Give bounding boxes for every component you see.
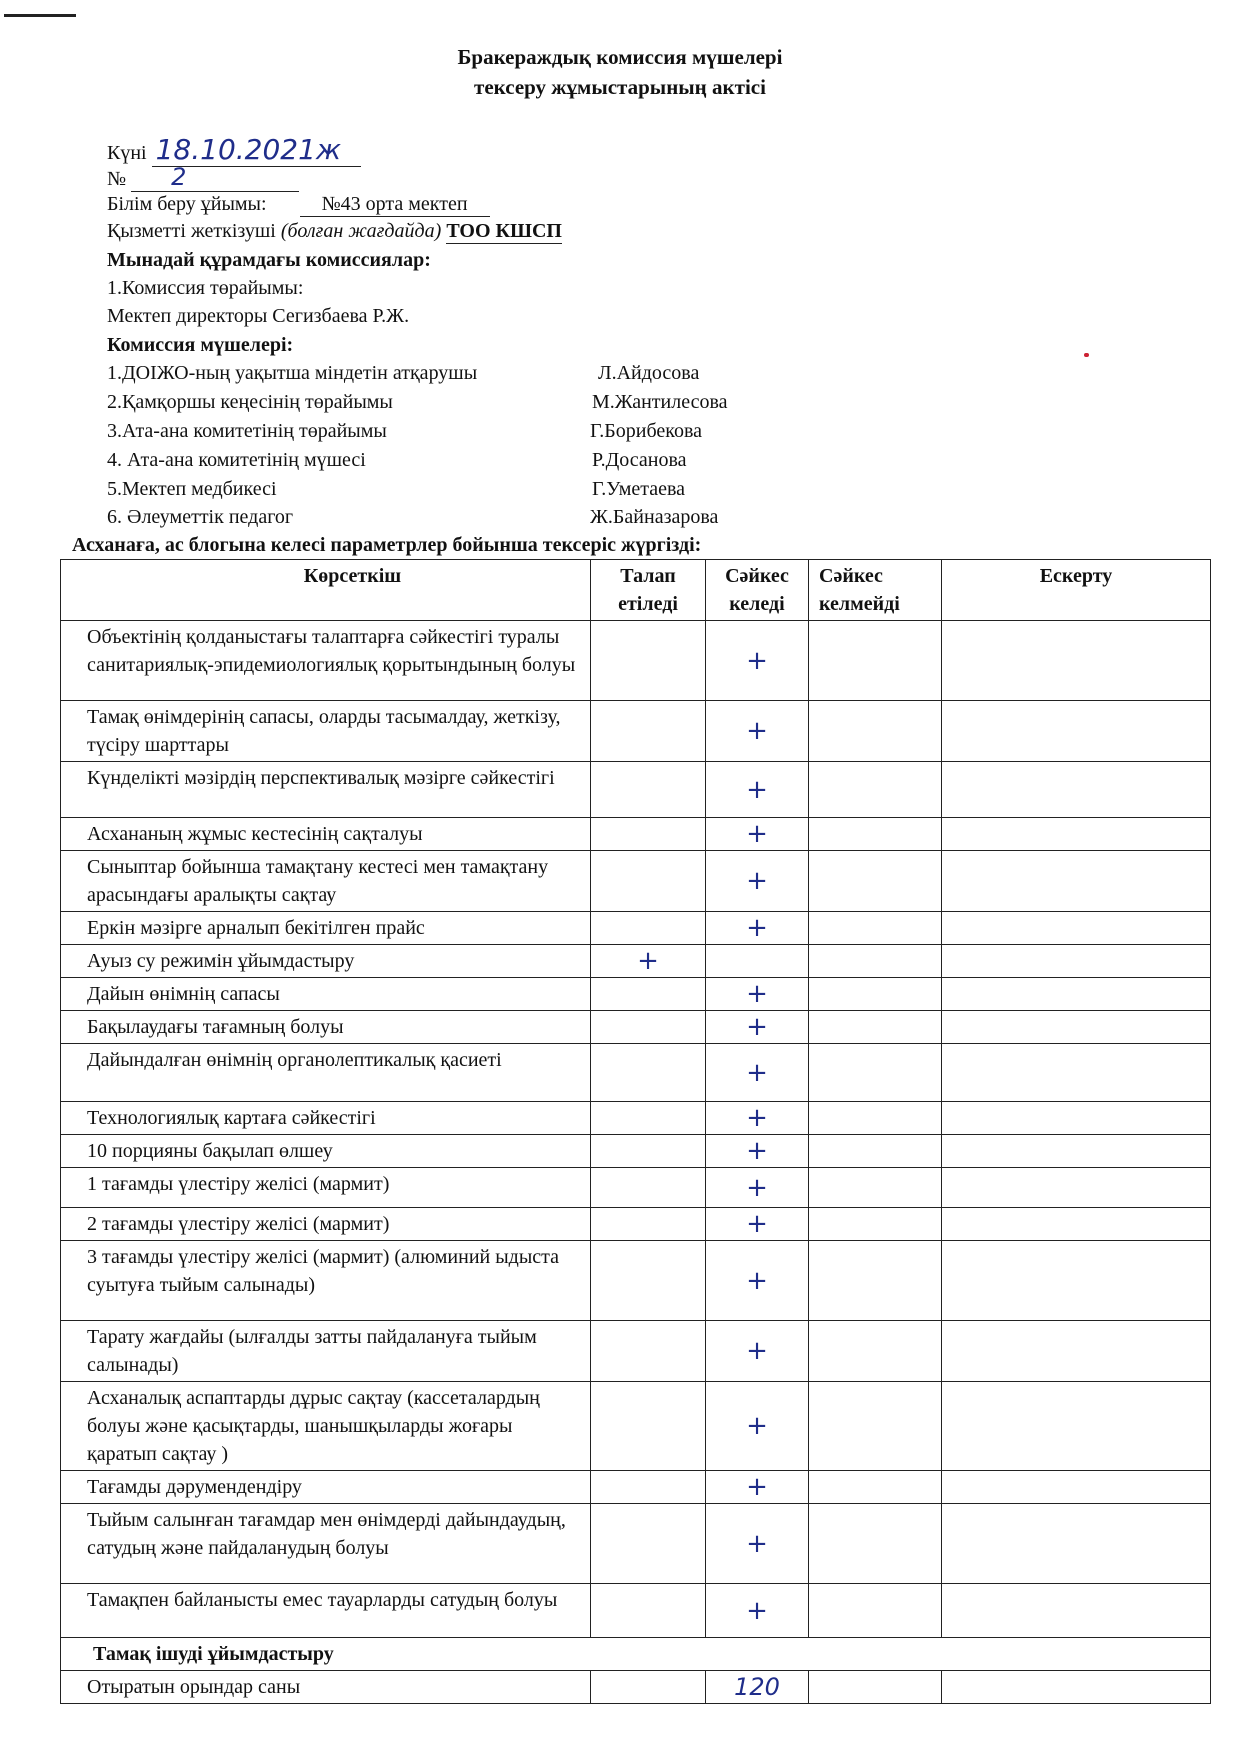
complies-cell: + <box>706 1102 809 1135</box>
header-required: Талап етіледі <box>591 560 706 621</box>
complies-cell <box>706 945 809 978</box>
indicator-cell: Тағамды дәрумендендіру <box>61 1471 591 1504</box>
not-complies-cell <box>809 1168 942 1208</box>
indicator-cell: Технологиялық картаға сәйкестігі <box>61 1102 591 1135</box>
required-cell <box>591 1168 706 1208</box>
inspection-heading: Асханаға, ас блогына келесі параметрлер бойынша тексеріс жүргізді: <box>72 534 702 556</box>
table-row <box>61 912 1211 945</box>
required-cell <box>591 1584 706 1638</box>
indicator-cell: 3 тағамды үлестіру желісі (мармит) (алюминий ыдыста суытуға тыйым салынады) <box>61 1241 591 1321</box>
not-complies-cell <box>809 1044 942 1102</box>
indicator-cell: 10 порцияны бақылап өлшеу <box>61 1135 591 1168</box>
not-complies-cell <box>809 1241 942 1321</box>
complies-cell: + <box>706 818 809 851</box>
table-row <box>61 1168 1211 1208</box>
table-row <box>61 1044 1211 1102</box>
indicator-cell: Ауыз су режимін ұйымдастыру <box>61 945 591 978</box>
table-row <box>61 1011 1211 1044</box>
date-label: Күні <box>107 142 147 164</box>
header-not-complies: Сәйкес келмейді <box>809 560 942 621</box>
supplier-value: ТОО КШСП <box>446 220 562 242</box>
indicator-cell: Отыратын орындар саны <box>61 1671 591 1704</box>
complies-cell: + <box>706 978 809 1011</box>
required-cell <box>591 912 706 945</box>
org-value: №43 орта мектеп <box>300 193 490 217</box>
note-cell <box>942 1168 1211 1208</box>
not-complies-cell <box>809 1382 942 1471</box>
indicator-cell: Объектінің қолданыстағы талаптарға сәйкестігі туралы санитариялық-эпидемиологиялық қорытындының болуы <box>61 621 591 701</box>
note-cell <box>942 762 1211 818</box>
note-cell <box>942 621 1211 701</box>
table-row <box>61 1208 1211 1241</box>
required-cell: + <box>591 945 706 978</box>
complies-cell: + <box>706 1044 809 1102</box>
indicator-cell: Бақылаудағы тағамның болуы <box>61 1011 591 1044</box>
complies-cell: + <box>706 701 809 762</box>
table-row <box>61 1584 1211 1638</box>
complies-cell: + <box>706 912 809 945</box>
member-name: М.Жантилесова <box>592 391 728 413</box>
org-label: Білім беру ұйымы: <box>107 193 267 215</box>
member-name: Ж.Байназарова <box>590 506 719 528</box>
member-role: 6. Әлеуметтік педагог <box>107 506 294 528</box>
complies-cell: + <box>706 851 809 912</box>
member-name: Г.Борибекова <box>590 420 703 442</box>
note-cell <box>942 1321 1211 1382</box>
member-name: Л.Айдосова <box>598 362 700 384</box>
indicator-cell: Еркін мәзірге арналып бекітілген прайс <box>61 912 591 945</box>
required-cell <box>591 1471 706 1504</box>
chair-name: Мектеп директоры Сегизбаева Р.Ж. <box>107 305 410 327</box>
table-row <box>61 945 1211 978</box>
table-row <box>61 1241 1211 1321</box>
required-cell <box>591 701 706 762</box>
table-row <box>61 818 1211 851</box>
note-cell <box>942 1504 1211 1584</box>
complies-cell: + <box>706 1504 809 1584</box>
required-cell <box>591 1011 706 1044</box>
indicator-cell: 1 тағамды үлестіру желісі (мармит) <box>61 1168 591 1208</box>
not-complies-cell <box>809 1584 942 1638</box>
note-cell <box>942 1208 1211 1241</box>
scan-corner-mark <box>4 14 76 17</box>
note-cell <box>942 851 1211 912</box>
table-row <box>61 1504 1211 1584</box>
not-complies-cell <box>809 912 942 945</box>
indicator-cell: Күнделікті мәзірдің перспективалық мәзірге сәйкестігі <box>61 762 591 818</box>
complies-cell: + <box>706 1011 809 1044</box>
not-complies-cell <box>809 1208 942 1241</box>
required-cell <box>591 1321 706 1382</box>
not-complies-cell <box>809 945 942 978</box>
indicator-cell: Тамақпен байланысты емес тауарларды сатудың болуы <box>61 1584 591 1638</box>
org-line <box>107 193 490 217</box>
complies-cell: + <box>706 621 809 701</box>
complies-cell: + <box>706 762 809 818</box>
member-role: 4. Ата-ана комитетінің мүшесі <box>107 449 366 471</box>
header-indicator: Көрсеткіш <box>61 560 591 621</box>
required-cell <box>591 1102 706 1135</box>
table-row <box>61 762 1211 818</box>
not-complies-cell <box>809 1135 942 1168</box>
table-row <box>61 1135 1211 1168</box>
section-row <box>61 1638 1211 1671</box>
note-cell <box>942 912 1211 945</box>
not-complies-cell <box>809 1011 942 1044</box>
red-ink-mark <box>1084 353 1089 357</box>
indicator-cell: Асханалық аспаптарды дұрыс сақтау (кассеталардың болуы және қасықтарды, шанышқыларды жоғары қаратып сақтау ) <box>61 1382 591 1471</box>
note-cell <box>942 818 1211 851</box>
member-role: 3.Ата-ана комитетінің төрайымы <box>107 420 387 442</box>
complies-cell: 120 <box>706 1671 809 1704</box>
table-row <box>61 1671 1211 1704</box>
complies-cell: + <box>706 1168 809 1208</box>
not-complies-cell <box>809 1321 942 1382</box>
indicator-cell: Дайындалған өнімнің органолептикалық қасиеті <box>61 1044 591 1102</box>
note-cell <box>942 1044 1211 1102</box>
required-cell <box>591 818 706 851</box>
section-title: Тамақ ішуді ұйымдастыру <box>61 1638 1211 1671</box>
note-cell <box>942 1471 1211 1504</box>
not-complies-cell <box>809 1504 942 1584</box>
note-cell <box>942 1382 1211 1471</box>
member-role: 2.Қамқоршы кеңесінің төрайымы <box>107 391 393 413</box>
note-cell <box>942 1102 1211 1135</box>
supplier-note: (болған жағдайда) <box>280 220 442 242</box>
header-note: Ескерту <box>942 560 1211 621</box>
required-cell <box>591 1241 706 1321</box>
table-row <box>61 1102 1211 1135</box>
note-cell <box>942 978 1211 1011</box>
complies-cell: + <box>706 1208 809 1241</box>
table-row <box>61 701 1211 762</box>
not-complies-cell <box>809 851 942 912</box>
complies-cell: + <box>706 1471 809 1504</box>
required-cell <box>591 621 706 701</box>
required-cell <box>591 762 706 818</box>
supplier-line <box>107 220 562 244</box>
complies-cell: + <box>706 1321 809 1382</box>
note-cell <box>942 1135 1211 1168</box>
table-row <box>61 851 1211 912</box>
number-label: № <box>107 168 127 190</box>
indicator-cell: Сыныптар бойынша тамақтану кестесі мен тамақтану арасындағы аралықты сақтау <box>61 851 591 912</box>
required-cell <box>591 1208 706 1241</box>
header-complies: Сәйкес келеді <box>706 560 809 621</box>
composition-heading: Мынадай құрамдағы комиссиялар: <box>107 249 431 271</box>
table-row <box>61 978 1211 1011</box>
not-complies-cell <box>809 978 942 1011</box>
document-title-line-1: Бракераждық комиссия мүшелері <box>457 45 783 69</box>
not-complies-cell <box>809 1671 942 1704</box>
required-cell <box>591 1671 706 1704</box>
note-cell <box>942 1011 1211 1044</box>
not-complies-cell <box>809 1471 942 1504</box>
note-cell <box>942 1671 1211 1704</box>
required-cell <box>591 1044 706 1102</box>
table-body <box>61 621 1211 1704</box>
member-name: Г.Уметаева <box>592 478 686 500</box>
complies-cell: + <box>706 1584 809 1638</box>
table-row <box>61 1321 1211 1382</box>
members-heading: Комиссия мүшелері: <box>107 334 294 356</box>
indicator-cell: Асхананың жұмыс кестесінің сақталуы <box>61 818 591 851</box>
table-row <box>61 1471 1211 1504</box>
member-name: Р.Досанова <box>592 449 687 471</box>
number-line <box>107 163 299 192</box>
required-cell <box>591 978 706 1011</box>
complies-cell: + <box>706 1241 809 1321</box>
document-title-line-2: тексеру жұмыстарының актісі <box>474 75 766 99</box>
required-cell <box>591 1382 706 1471</box>
required-cell <box>591 1504 706 1584</box>
table-header-row <box>61 560 1211 621</box>
required-cell <box>591 851 706 912</box>
required-cell <box>591 1135 706 1168</box>
note-cell <box>942 1241 1211 1321</box>
indicator-cell: Тамақ өнімдерінің сапасы, оларды тасымалдау, жеткізу, түсіру шарттары <box>61 701 591 762</box>
not-complies-cell <box>809 1102 942 1135</box>
number-value: 2 <box>131 163 299 192</box>
indicator-cell: 2 тағамды үлестіру желісі (мармит) <box>61 1208 591 1241</box>
supplier-label: Қызметті жеткізуші <box>107 220 276 242</box>
indicator-cell: Тарату жағдайы (ылғалды затты пайдалануға тыйым салынады) <box>61 1321 591 1382</box>
not-complies-cell <box>809 762 942 818</box>
complies-cell: + <box>706 1135 809 1168</box>
not-complies-cell <box>809 701 942 762</box>
table-row <box>61 621 1211 701</box>
indicator-cell: Тыйым салынған тағамдар мен өнімдерді дайындаудың, сатудың және пайдаланудың болуы <box>61 1504 591 1584</box>
not-complies-cell <box>809 818 942 851</box>
date-value: 18.10.2021ж <box>152 133 361 167</box>
chair-heading: 1.Комиссия төрайымы: <box>107 277 304 299</box>
member-role: 1.ДОІЖО-ның уақытша міндетін атқарушы <box>107 362 478 384</box>
note-cell <box>942 945 1211 978</box>
date-line <box>107 133 361 167</box>
not-complies-cell <box>809 621 942 701</box>
inspection-table <box>60 559 1211 1704</box>
member-role: 5.Мектеп медбикесі <box>107 478 277 500</box>
table-row <box>61 1382 1211 1471</box>
complies-cell: + <box>706 1382 809 1471</box>
indicator-cell: Дайын өнімнің сапасы <box>61 978 591 1011</box>
note-cell <box>942 1584 1211 1638</box>
note-cell <box>942 701 1211 762</box>
